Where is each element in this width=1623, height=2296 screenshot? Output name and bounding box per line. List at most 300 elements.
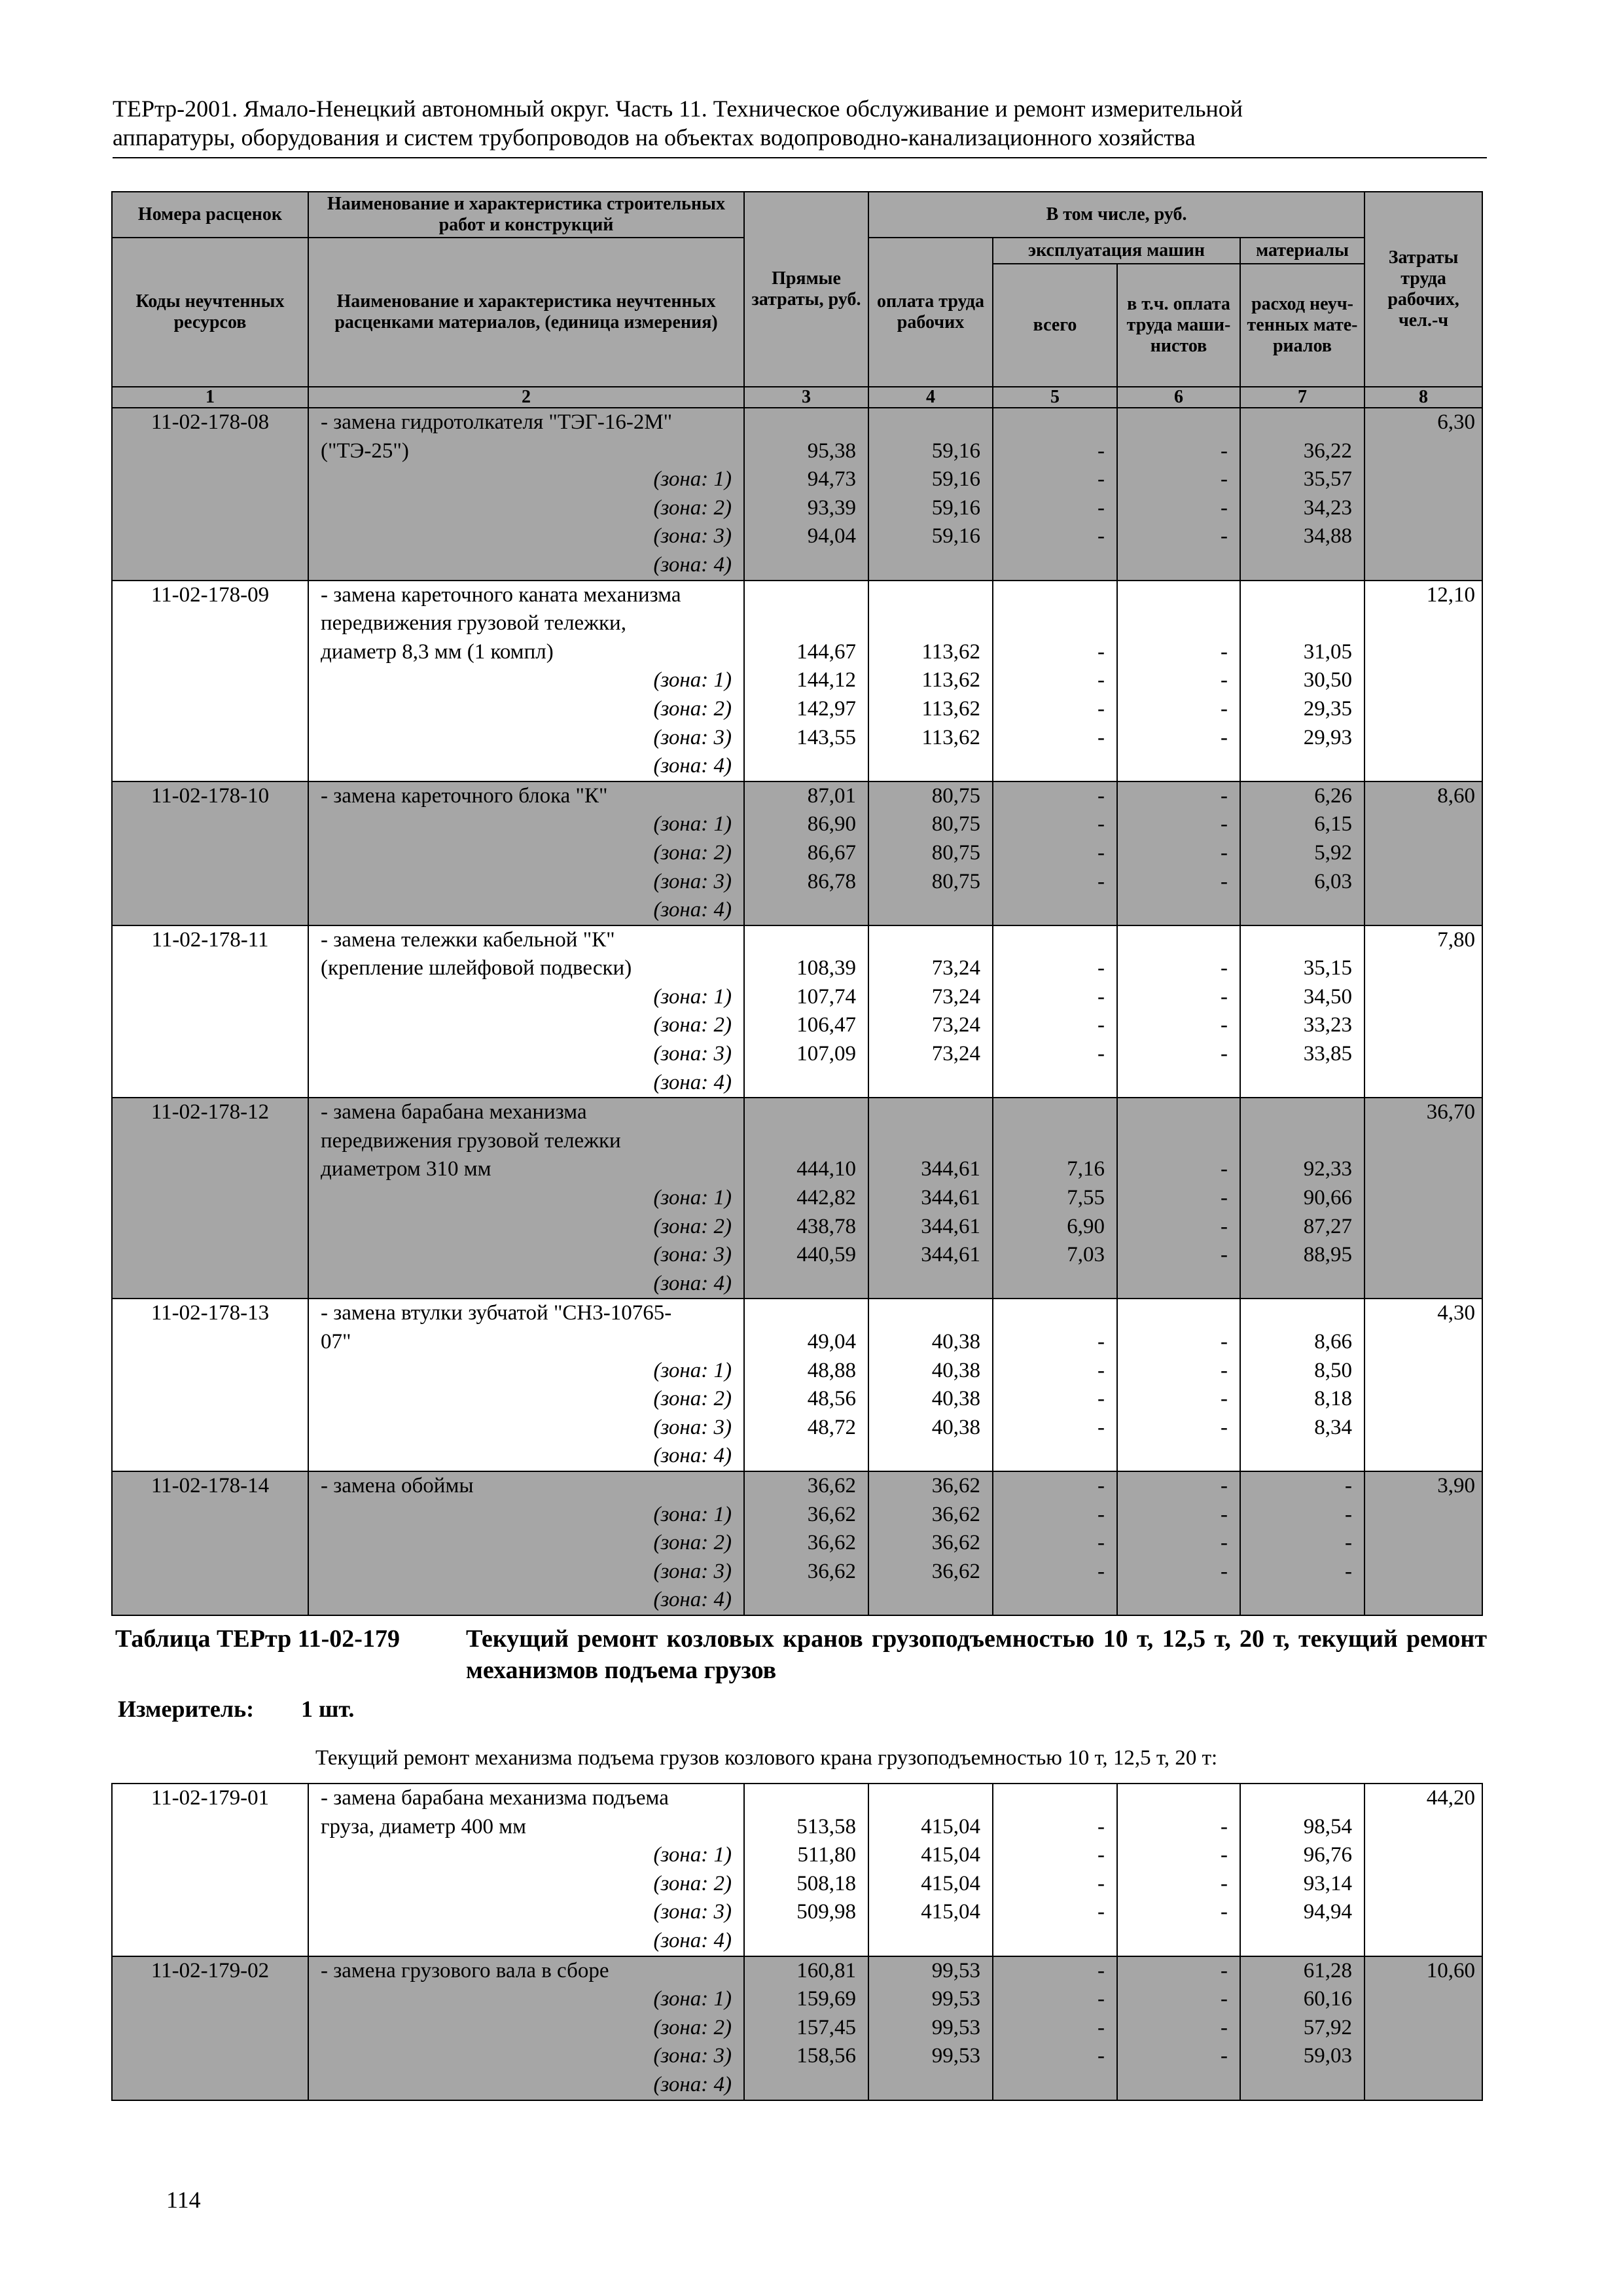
column-mach_wage (1117, 1784, 1240, 1956)
direct-value: 48,88 (807, 1358, 856, 1382)
mach_wage-value: - (1221, 1531, 1228, 1555)
column-mach_wage (1117, 1098, 1240, 1299)
table-header (112, 192, 1482, 408)
spacer (876, 1127, 986, 1156)
labor-hours: 12,10 (1364, 581, 1482, 781)
col-2-bottom: Наименование и характеристика неучтенных расценками материалов, (единица измерения) (308, 238, 744, 387)
spacer (1000, 1098, 1110, 1127)
rate-row (112, 1784, 1482, 1956)
rate-code: 11-02-178-09 (112, 581, 308, 781)
mat-value: 34,88 (1303, 524, 1353, 548)
wage-value: 113,62 (921, 668, 980, 692)
spacer (1000, 926, 1110, 955)
direct-value: 36,62 (807, 1473, 856, 1498)
mach_wage-value: - (1221, 639, 1228, 664)
mach-value: - (1097, 2015, 1105, 2039)
rate-code: 11-02-178-08 (112, 408, 308, 581)
mach-value: - (1097, 2044, 1105, 2068)
header-rule (113, 157, 1487, 158)
wage-value: 36,62 (931, 1559, 980, 1583)
mach-value: - (1097, 1987, 1105, 2011)
rate-description (308, 925, 744, 1098)
zone-label: (зона: 2) (653, 1013, 732, 1037)
zone-label: (зона: 3) (653, 1042, 732, 1066)
rate-description (308, 408, 744, 581)
column-wage (868, 925, 993, 1098)
mach-value: - (1097, 1531, 1105, 1555)
mach_wage-value: - (1221, 1871, 1228, 1895)
mach_wage-value: - (1221, 783, 1228, 808)
direct-value: 160,81 (796, 1958, 856, 1982)
column-numbers-row (112, 387, 1482, 408)
mat-value: 6,03 (1314, 869, 1353, 893)
zone-label: (зона: 3) (653, 2044, 732, 2068)
spacer (1247, 609, 1357, 638)
zone-label: (зона: 1) (653, 1186, 732, 1210)
zone-label: (зона: 3) (653, 524, 732, 548)
spacer (751, 1127, 861, 1156)
col-7-header: расход неуч-тенных мате-риалов (1240, 264, 1364, 387)
description-line: (крепление шлейфовой подвески) (321, 956, 632, 980)
column-mach_wage (1117, 1299, 1240, 1471)
mach_wage-value: - (1221, 1958, 1228, 1982)
mat-value: 90,66 (1303, 1186, 1353, 1210)
labor-hours: 44,20 (1364, 1784, 1482, 1956)
column-wage (868, 1098, 993, 1299)
wage-value: 73,24 (931, 984, 980, 1009)
mach_wage-value: - (1221, 1987, 1228, 2011)
wage-value: 73,24 (931, 1013, 980, 1037)
column-mat (1240, 1098, 1364, 1299)
wage-value: 344,61 (921, 1186, 980, 1210)
rate-row (112, 781, 1482, 925)
wage-value: 344,61 (921, 1243, 980, 1267)
column-mat (1240, 925, 1364, 1098)
rate-code: 11-02-178-12 (112, 1098, 308, 1299)
rate-row (112, 1299, 1482, 1471)
zone-label: (зона: 1) (653, 1358, 732, 1382)
column-mat (1240, 1956, 1364, 2100)
zone-label: (зона: 4) (653, 1271, 732, 1295)
zone-label: (зона: 2) (653, 1531, 732, 1555)
table-179-caption: Таблица ТЕРтр 11-02-179 (115, 1625, 400, 1653)
mach-value: - (1097, 812, 1105, 836)
column-direct (744, 925, 868, 1098)
wage-value: 80,75 (931, 869, 980, 893)
spacer (1247, 1127, 1357, 1156)
machines-header: эксплуатация машин (993, 238, 1240, 264)
wage-value: 80,75 (931, 812, 980, 836)
column-mat (1240, 1471, 1364, 1615)
column-mach (993, 581, 1117, 781)
rates-table-178 (111, 191, 1483, 1616)
direct-value: 36,62 (807, 1531, 856, 1555)
direct-value: 144,12 (796, 668, 856, 692)
zone-label: (зона: 4) (653, 1588, 732, 1612)
mach-value: - (1097, 524, 1105, 548)
description-line: диаметр 8,3 мм (1 компл) (321, 639, 554, 664)
direct-value: 93,39 (807, 495, 856, 520)
direct-value: 86,78 (807, 869, 856, 893)
column-mach_wage (1117, 1956, 1240, 2100)
mach-value: - (1097, 495, 1105, 520)
spacer (876, 408, 986, 437)
wage-value: 80,75 (931, 840, 980, 865)
spacer (1124, 1784, 1233, 1813)
rate-code: 11-02-178-13 (112, 1299, 308, 1471)
measure-line (118, 1695, 355, 1723)
rate-description (308, 1956, 744, 2100)
direct-value: 86,67 (807, 840, 856, 865)
spacer (1124, 609, 1233, 638)
zone-label: (зона: 4) (653, 754, 732, 778)
spacer (751, 1784, 861, 1813)
mat-value: 8,66 (1314, 1330, 1353, 1354)
direct-value: 511,80 (797, 1843, 856, 1867)
labor-hours: 8,60 (1364, 781, 1482, 925)
zone-label: (зона: 1) (653, 812, 732, 836)
mach-value: - (1097, 1013, 1105, 1037)
col-4-header: оплата труда рабочих (868, 238, 993, 387)
wage-value: 80,75 (931, 783, 980, 808)
mat-value: 8,18 (1314, 1387, 1353, 1411)
direct-value: 509,98 (796, 1900, 856, 1924)
direct-value: 36,62 (807, 1559, 856, 1583)
mach-value: - (1097, 696, 1105, 721)
direct-value: 513,58 (796, 1814, 856, 1839)
column-wage (868, 1299, 993, 1471)
mach_wage-value: - (1221, 1814, 1228, 1839)
mach_wage-value: - (1221, 696, 1228, 721)
rate-row (112, 1098, 1482, 1299)
direct-value: 48,56 (807, 1387, 856, 1411)
rate-row (112, 581, 1482, 781)
mach_wage-value: - (1221, 2015, 1228, 2039)
zone-label: (зона: 2) (653, 1214, 732, 1238)
measure-value: 1 шт. (301, 1696, 355, 1722)
column-wage (868, 408, 993, 581)
mat-value: 29,35 (1303, 696, 1353, 721)
wage-value: 73,24 (931, 1042, 980, 1066)
mach-value: - (1097, 668, 1105, 692)
spacer (1124, 1127, 1233, 1156)
page-number: 114 (166, 2187, 201, 2213)
wage-value: 113,62 (921, 639, 980, 664)
spacer (1247, 581, 1357, 610)
running-header (113, 94, 1487, 152)
mat-value: 35,57 (1303, 467, 1353, 492)
mach-value: - (1097, 1843, 1105, 1867)
description-line: - замена кареточного блока "К" (321, 783, 608, 808)
mat-value: 92,33 (1303, 1157, 1353, 1181)
zone-label: (зона: 4) (653, 1070, 732, 1094)
mach_wage-value: - (1221, 1387, 1228, 1411)
column-direct (744, 1299, 868, 1471)
mach-value: - (1097, 725, 1105, 749)
mat-value: 61,28 (1303, 1958, 1352, 1982)
column-mach (993, 1784, 1117, 1956)
spacer (751, 1098, 861, 1127)
spacer (1000, 1299, 1110, 1328)
wage-value: 59,16 (931, 524, 980, 548)
spacer (876, 609, 986, 638)
mat-value: 87,27 (1303, 1214, 1353, 1238)
col-1-bottom: Коды неучтенных ресурсов (112, 238, 308, 387)
spacer (876, 1299, 986, 1328)
spacer (1124, 1299, 1233, 1328)
rate-description (308, 1098, 744, 1299)
spacer (1124, 581, 1233, 610)
mach-value: - (1097, 1330, 1105, 1354)
spacer (1124, 926, 1233, 955)
rate-row (112, 1956, 1482, 2100)
col-number-5: 5 (993, 387, 1117, 408)
column-wage (868, 1784, 993, 1956)
mach_wage-value: - (1221, 840, 1228, 865)
mat-value: 34,23 (1303, 495, 1353, 520)
rate-code: 11-02-178-10 (112, 781, 308, 925)
spacer (1000, 1784, 1110, 1813)
description-line: диаметром 310 мм (321, 1157, 491, 1181)
col-number-8: 8 (1364, 387, 1482, 408)
direct-value: 159,69 (796, 1987, 856, 2011)
rate-description (308, 1299, 744, 1471)
rate-code: 11-02-179-02 (112, 1956, 308, 2100)
description-line: - замена обоймы (321, 1473, 474, 1498)
spacer (1124, 408, 1233, 437)
zone-label: (зона: 2) (653, 1871, 732, 1895)
direct-value: 87,01 (807, 783, 856, 808)
spacer (876, 1784, 986, 1813)
mach_wage-value: - (1221, 1559, 1228, 1583)
mach_wage-value: - (1221, 1473, 1228, 1498)
column-mach (993, 408, 1117, 581)
col-number-4: 4 (868, 387, 993, 408)
running-header-line-1: ТЕРтр-2001. Ямало-Ненецкий автономный округ. Часть 11. Техническое обслуживание и ремонт измерительной (113, 96, 1243, 122)
included-header: В том числе, руб. (868, 192, 1364, 238)
mach_wage-value: - (1221, 1013, 1228, 1037)
running-header-line-2: аппаратуры, оборудования и систем трубопроводов на объектах водопроводно-канализационного хозяйства (113, 124, 1196, 151)
column-mach_wage (1117, 581, 1240, 781)
column-mach (993, 925, 1117, 1098)
col-6-header: в т.ч. оплата труда маши-нистов (1117, 264, 1240, 387)
column-mach_wage (1117, 408, 1240, 581)
rate-code: 11-02-179-01 (112, 1784, 308, 1956)
column-wage (868, 1471, 993, 1615)
direct-value: 94,04 (807, 524, 856, 548)
mach-value: - (1097, 1358, 1105, 1382)
spacer (1247, 1784, 1357, 1813)
mach-value: - (1097, 1473, 1105, 1498)
mach_wage-value: - (1221, 1243, 1228, 1267)
column-wage (868, 1956, 993, 2100)
direct-value: 440,59 (796, 1243, 856, 1267)
mat-value: 34,50 (1303, 984, 1353, 1009)
spacer (1247, 1098, 1357, 1127)
direct-value: 143,55 (796, 725, 856, 749)
mach_wage-value: - (1221, 439, 1228, 463)
col-1-top: Номера расценок (112, 192, 308, 238)
mach_wage-value: - (1221, 812, 1228, 836)
wage-value: 36,62 (931, 1531, 980, 1555)
wage-value: 36,62 (931, 1473, 980, 1498)
wage-value: 344,61 (921, 1214, 980, 1238)
wage-value: 40,38 (931, 1387, 980, 1411)
direct-value: 157,45 (796, 2015, 856, 2039)
mach_wage-value: - (1221, 1157, 1228, 1181)
materials-header: материалы (1240, 238, 1364, 264)
mach_wage-value: - (1221, 1415, 1228, 1439)
direct-value: 107,09 (796, 1042, 856, 1066)
description-line: - замена барабана механизма подъема (321, 1786, 669, 1810)
mat-value: - (1345, 1473, 1353, 1498)
mat-value: 29,93 (1303, 725, 1353, 749)
column-direct (744, 408, 868, 581)
column-mach (993, 1471, 1117, 1615)
mach_wage-value: - (1221, 1843, 1228, 1867)
zone-label: (зона: 3) (653, 725, 732, 749)
wage-value: 415,04 (921, 1814, 980, 1839)
group-title: Текущий ремонт механизма подъема грузов козлового крана грузоподъемностью 10 т, 12,5 т, 20 т: (315, 1746, 1218, 1770)
wage-value: 59,16 (931, 467, 980, 492)
mach-value: - (1097, 984, 1105, 1009)
column-mach (993, 1956, 1117, 2100)
spacer (1247, 1299, 1357, 1328)
column-mat (1240, 781, 1364, 925)
labor-hours: 6,30 (1364, 408, 1482, 581)
mat-value: 94,94 (1303, 1900, 1352, 1924)
mach-value: - (1097, 869, 1105, 893)
wage-value: 99,53 (931, 1958, 980, 1982)
wage-value: 415,04 (921, 1871, 980, 1895)
mach-value: - (1097, 639, 1105, 664)
spacer (1000, 581, 1110, 610)
rates-table-179 (111, 1783, 1483, 2101)
zone-label: (зона: 2) (653, 696, 732, 721)
rate-description (308, 1471, 744, 1615)
description-line: - замена барабана механизма (321, 1100, 587, 1124)
mach-value: - (1097, 1958, 1105, 1982)
mach_wage-value: - (1221, 1502, 1228, 1526)
mach_wage-value: - (1221, 2044, 1228, 2068)
direct-value: 95,38 (807, 439, 856, 463)
mach-value: 7,03 (1067, 1243, 1105, 1267)
mat-value: 6,26 (1314, 783, 1353, 808)
direct-value: 444,10 (796, 1157, 856, 1181)
column-mach_wage (1117, 781, 1240, 925)
zone-label: (зона: 3) (653, 1243, 732, 1267)
col-number-1: 1 (112, 387, 308, 408)
mat-value: - (1345, 1531, 1353, 1555)
mach-value: - (1097, 1900, 1105, 1924)
zone-label: (зона: 1) (653, 668, 732, 692)
direct-value: 94,73 (807, 467, 856, 492)
spacer (1000, 1127, 1110, 1156)
mat-value: - (1345, 1502, 1353, 1526)
col-number-6: 6 (1117, 387, 1240, 408)
col-2-top: Наименование и характеристика строительных работ и конструкций (308, 192, 744, 238)
wage-value: 99,53 (931, 1987, 980, 2011)
description-line: - замена тележки кабельной "К" (321, 927, 615, 952)
mach_wage-value: - (1221, 1358, 1228, 1382)
mat-value: 93,14 (1303, 1871, 1352, 1895)
mach-value: - (1097, 783, 1105, 808)
mat-value: 6,15 (1314, 812, 1353, 836)
direct-value: 106,47 (796, 1013, 856, 1037)
mach-value: - (1097, 1415, 1105, 1439)
spacer (751, 581, 861, 610)
wage-value: 415,04 (921, 1843, 980, 1867)
column-mach (993, 1299, 1117, 1471)
labor-hours: 36,70 (1364, 1098, 1482, 1299)
wage-value: 344,61 (921, 1157, 980, 1181)
description-line: - замена втулки зубчатой "СН3-10765- (321, 1301, 672, 1325)
mat-value: 57,92 (1303, 2015, 1352, 2039)
wage-value: 415,04 (921, 1900, 980, 1924)
spacer (1000, 408, 1110, 437)
description-line: - замена грузового вала в сборе (321, 1958, 609, 1982)
description-line: передвижения грузовой тележки (321, 1128, 621, 1153)
description-line: ("ТЭ-25") (321, 439, 409, 463)
mach-value: 6,90 (1067, 1214, 1105, 1238)
mach_wage-value: - (1221, 1186, 1228, 1210)
zone-label: (зона: 4) (653, 1928, 732, 1952)
zone-label: (зона: 4) (653, 2072, 732, 2096)
mat-value: 33,85 (1303, 1042, 1353, 1066)
mach_wage-value: - (1221, 467, 1228, 492)
wage-value: 99,53 (931, 2015, 980, 2039)
direct-value: 107,74 (796, 984, 856, 1009)
direct-value: 508,18 (796, 1871, 856, 1895)
rate-description (308, 1784, 744, 1956)
column-direct (744, 1098, 868, 1299)
rate-row (112, 408, 1482, 581)
mat-value: 36,22 (1303, 439, 1353, 463)
zone-label: (зона: 4) (653, 898, 732, 922)
mach_wage-value: - (1221, 524, 1228, 548)
table-179-title: Текущий ремонт козловых кранов грузоподъемностью 10 т, 12,5 т, 20 т, текущий ремонт механизмов подъема грузов (466, 1625, 1487, 1684)
col-5-header: всего (993, 264, 1117, 387)
mach-value: - (1097, 439, 1105, 463)
wage-value: 40,38 (931, 1415, 980, 1439)
mach-value: - (1097, 956, 1105, 980)
rate-code: 11-02-178-14 (112, 1471, 308, 1615)
mach-value: 7,55 (1067, 1186, 1105, 1210)
spacer (751, 926, 861, 955)
wage-value: 59,16 (931, 495, 980, 520)
mach-value: - (1097, 1387, 1105, 1411)
mat-value: 88,95 (1303, 1243, 1353, 1267)
mach-value: - (1097, 1814, 1105, 1839)
wage-value: 36,62 (931, 1502, 980, 1526)
direct-value: 142,97 (796, 696, 856, 721)
mat-value: 30,50 (1303, 668, 1353, 692)
wage-value: 59,16 (931, 439, 980, 463)
direct-value: 144,67 (796, 639, 856, 664)
column-direct (744, 1471, 868, 1615)
direct-value: 158,56 (796, 2044, 856, 2068)
labor-hours: 10,60 (1364, 1956, 1482, 2100)
spacer (751, 408, 861, 437)
zone-label: (зона: 3) (653, 1559, 732, 1583)
description-line: груза, диаметр 400 мм (321, 1814, 526, 1839)
spacer (876, 1098, 986, 1127)
mach-value: - (1097, 1559, 1105, 1583)
table-body (112, 408, 1482, 1615)
col-number-7: 7 (1240, 387, 1364, 408)
description-line: - замена гидротолкателя "ТЭГ-16-2М" (321, 410, 673, 434)
column-wage (868, 581, 993, 781)
